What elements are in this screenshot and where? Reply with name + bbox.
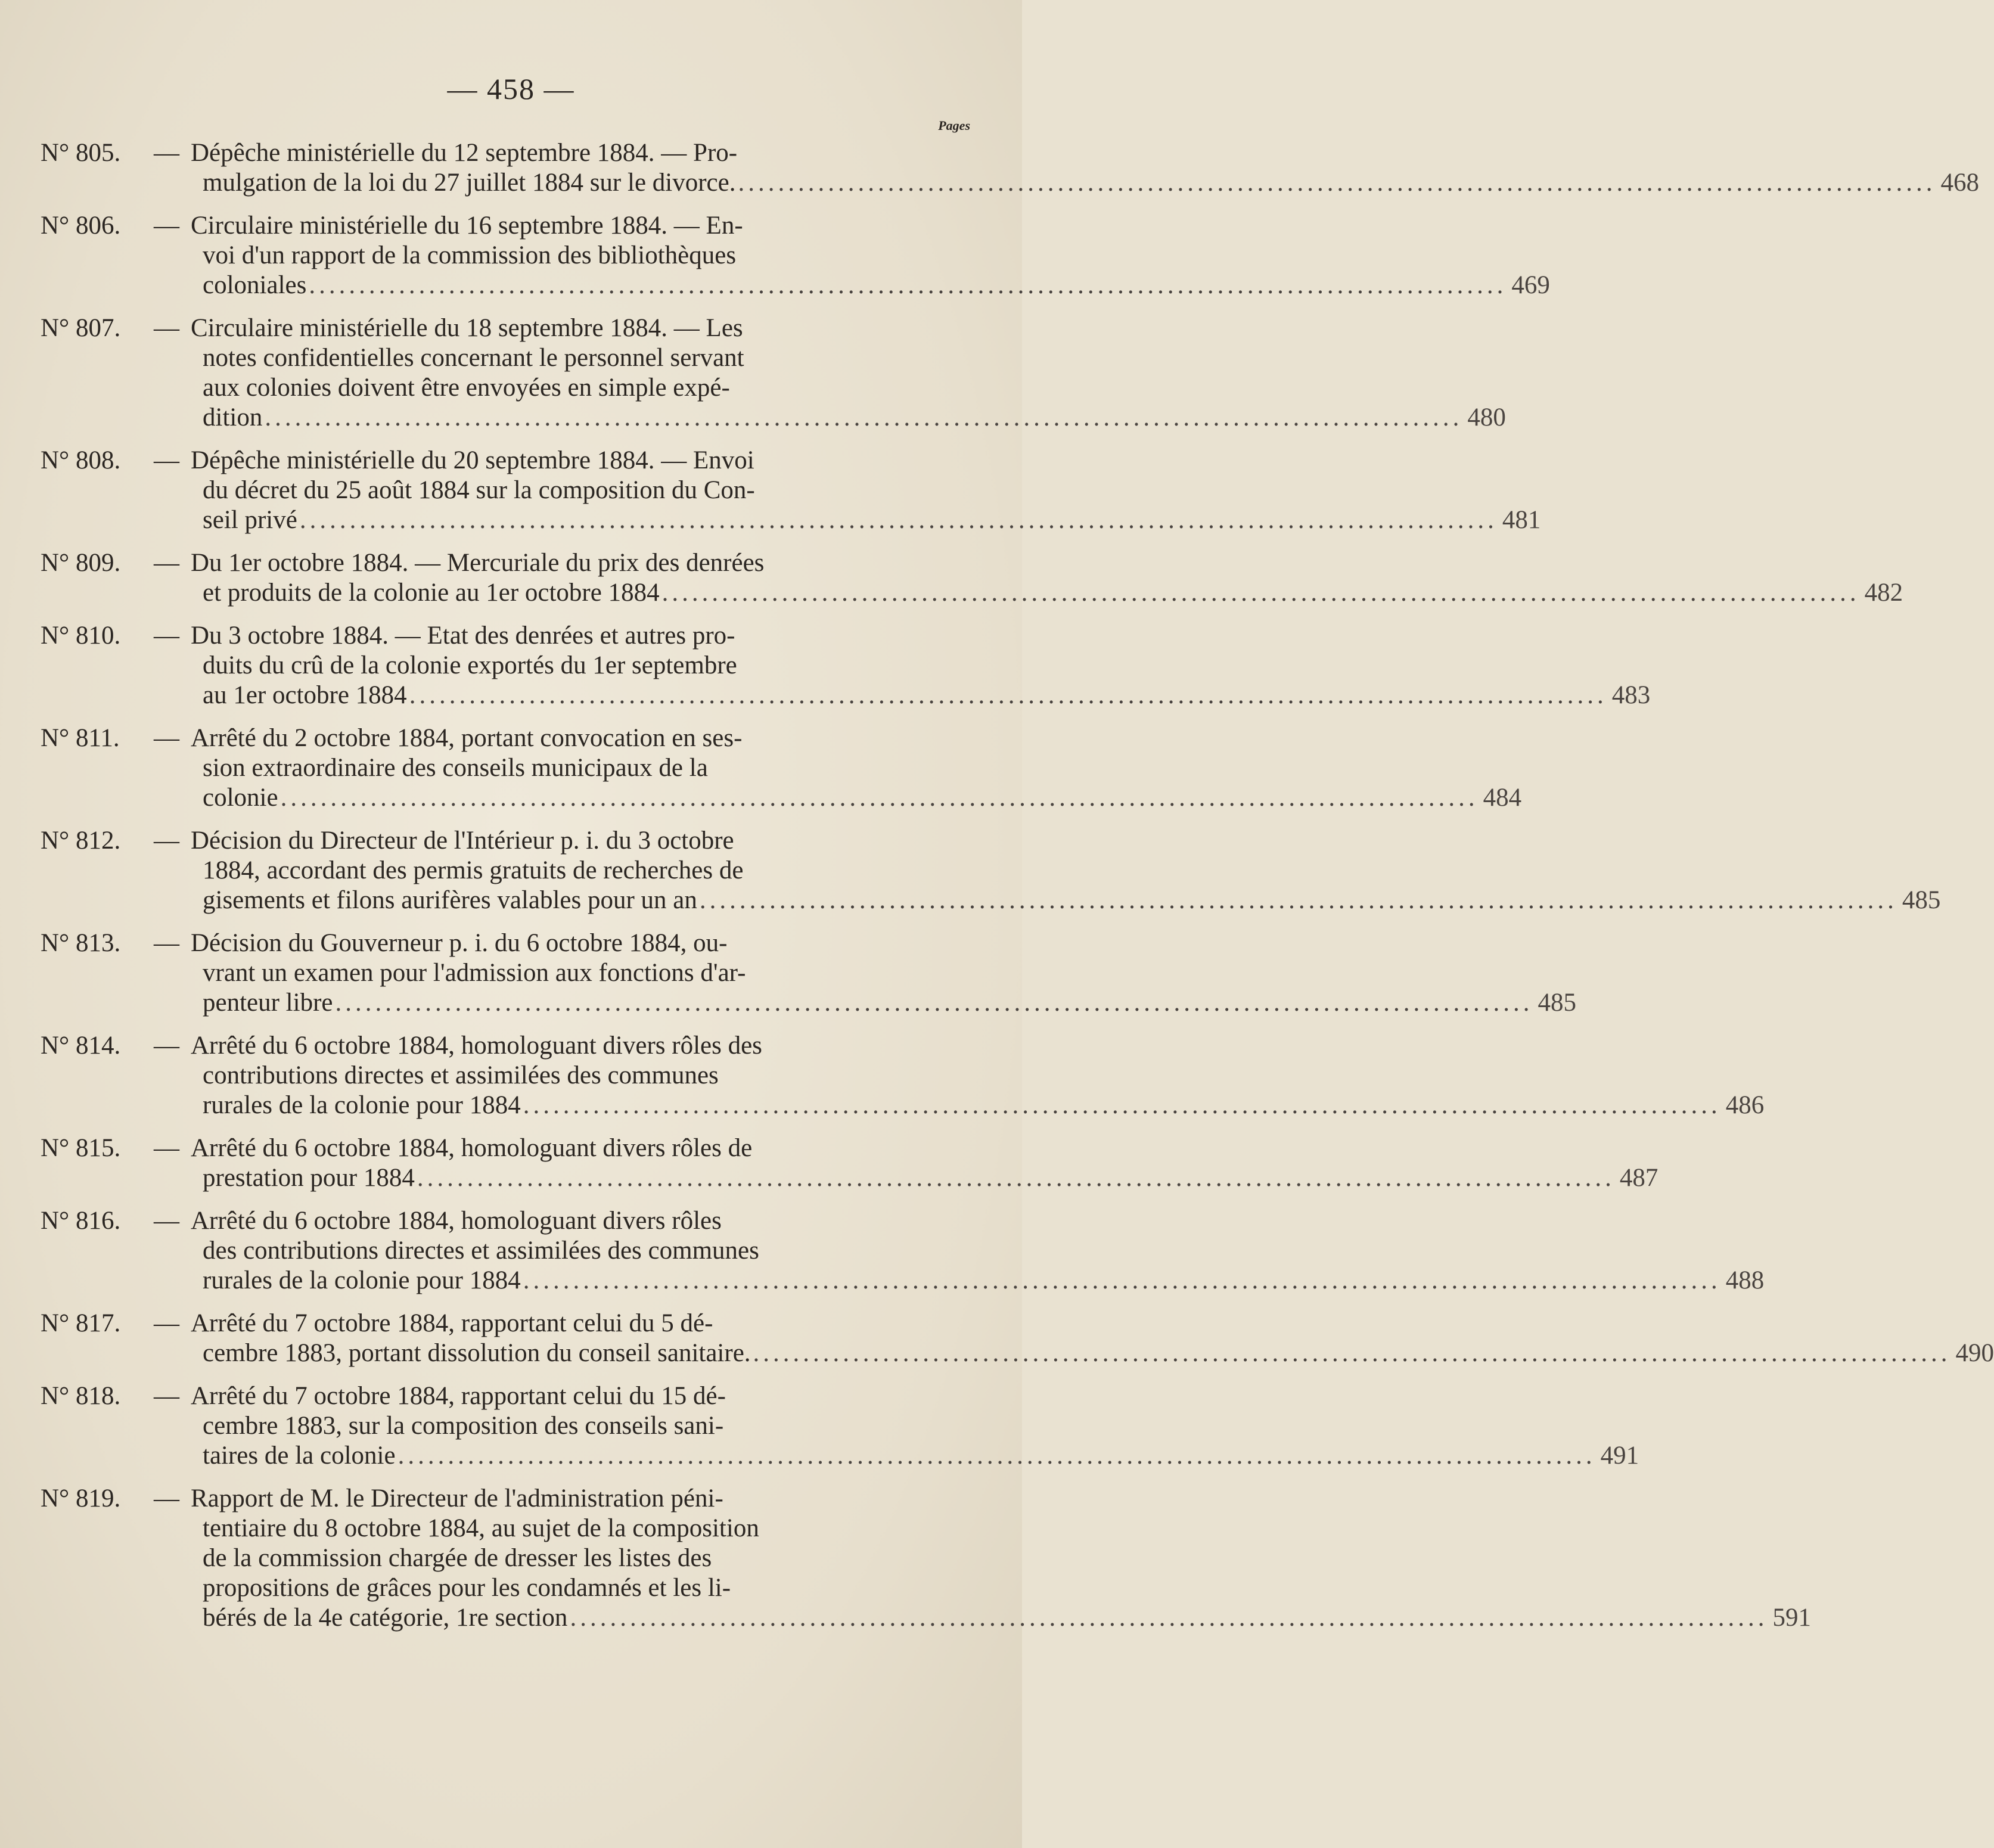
entry-dash: — — [154, 1382, 179, 1410]
entry-number: N° 817. — [41, 1309, 121, 1337]
dot-leader: ........................................................................................................................ — [397, 1442, 1596, 1470]
dot-leader: ........................................................................................................................ — [417, 1164, 1615, 1192]
entry-line: propositions de grâces pour les condamnés et les li- — [203, 1574, 731, 1602]
entry-line: tentiaire du 8 octobre 1884, au sujet de la composition — [203, 1514, 759, 1542]
page-reference: 488 — [1725, 1266, 1765, 1294]
list-item — [41, 1031, 1765, 1120]
dot-leader: ........................................................................................................................ — [265, 403, 1463, 431]
entry-dash: — — [154, 622, 179, 650]
dot-leader: ........................................................................................................................ — [280, 784, 1479, 812]
entry-last-line — [194, 1266, 1765, 1296]
entry-line: et produits de la colonie au 1er octobre 1884 — [203, 579, 660, 607]
list-item — [41, 1484, 1811, 1633]
list-item — [41, 211, 1550, 300]
entry-last-line — [194, 271, 1550, 300]
entry-last-line — [194, 886, 1941, 915]
page-reference: 486 — [1725, 1091, 1765, 1119]
dot-leader: ........................................................................................................................ — [335, 989, 1533, 1017]
entry-line: Arrêté du 2 octobre 1884, portant convocation en ses- — [191, 724, 743, 752]
dot-leader: ........................................................................................................................ — [570, 1604, 1768, 1632]
entry-line: notes confidentielles concernant le personnel servant — [203, 344, 744, 372]
entry-line: de la commission chargée de dresser les listes des — [203, 1544, 712, 1572]
entry-dash: — — [154, 1032, 179, 1060]
entry-dash: — — [154, 549, 179, 577]
list-item — [41, 1381, 1639, 1471]
entry-last-line — [194, 578, 1903, 608]
dot-leader: ........................................................................................................................ — [738, 169, 1936, 197]
entry-number: N° 810. — [41, 622, 121, 650]
list-item — [41, 1133, 1658, 1193]
entry-last-line — [194, 403, 1506, 433]
entry-description — [191, 723, 1522, 813]
entry-line: coloniales — [203, 271, 307, 299]
entry-description — [191, 211, 1550, 300]
page-reference: 481 — [1502, 506, 1541, 534]
entry-line: colonie — [203, 784, 278, 812]
entry-dash: — — [154, 446, 179, 474]
entry-line: Décision du Directeur de l'Intérieur p. i. du 3 octobre — [191, 827, 734, 855]
entry-description — [191, 138, 1979, 198]
entry-line: seil privé — [203, 506, 297, 534]
entry-line: vrant un examen pour l'admission aux fonctions d'ar- — [203, 959, 746, 987]
entry-dash: — — [154, 1309, 179, 1337]
entry-dash: — — [154, 1484, 179, 1512]
entry-number: N° 814. — [41, 1032, 121, 1060]
pages-column-header: Pages — [938, 118, 970, 133]
entry-number: N° 816. — [41, 1207, 121, 1235]
list-item — [41, 928, 1576, 1018]
page-reference: 491 — [1600, 1442, 1639, 1470]
entry-line: Dépêche ministérielle du 12 septembre 1884. — Pro- — [191, 139, 738, 167]
entry-line: gisements et filons aurifères valables pour un an — [203, 886, 697, 914]
entry-line: Arrêté du 7 octobre 1884, rapportant celui du 5 dé- — [191, 1309, 713, 1337]
entry-dash: — — [154, 1207, 179, 1235]
entry-number: N° 806. — [41, 212, 121, 240]
entry-description — [191, 621, 1651, 710]
dot-leader: ........................................................................................................................ — [299, 506, 1498, 534]
list-item — [41, 138, 1979, 198]
entry-description — [191, 1031, 1765, 1120]
entry-line: rurales de la colonie pour 1884 — [203, 1266, 521, 1294]
entry-description — [191, 1133, 1658, 1193]
entry-dash: — — [154, 724, 179, 752]
page-reference: 485 — [1538, 989, 1576, 1017]
dot-leader: ........................................................................................................................ — [309, 271, 1507, 299]
entry-line: sion extraordinaire des conseils municipaux de la — [203, 754, 708, 782]
entry-number: N° 807. — [41, 314, 121, 342]
entries-list — [41, 138, 1994, 1646]
page-reference: 469 — [1511, 271, 1550, 299]
entry-line: du décret du 25 août 1884 sur la composition du Con- — [203, 476, 755, 504]
page-reference: 487 — [1619, 1164, 1658, 1192]
entry-number: N° 805. — [41, 139, 121, 167]
entry-description — [191, 1484, 1811, 1633]
entry-line: mulgation de la loi du 27 juillet 1884 sur le divorce. — [203, 169, 736, 197]
list-item — [41, 1309, 1994, 1368]
page-reference: 480 — [1467, 403, 1506, 431]
entry-last-line — [194, 1091, 1765, 1120]
entry-dash: — — [154, 1134, 179, 1162]
entry-line: voi d'un rapport de la commission des bibliothèques — [203, 241, 737, 269]
page-reference: 484 — [1483, 784, 1522, 812]
dot-leader: ........................................................................................................................ — [661, 579, 1860, 607]
entry-line: cembre 1883, sur la composition des conseils sani- — [203, 1412, 724, 1440]
list-item — [41, 313, 1506, 433]
dot-leader: ........................................................................................................................ — [523, 1091, 1721, 1119]
entry-dash: — — [154, 314, 179, 342]
list-item — [41, 548, 1903, 608]
entry-line: Du 1er octobre 1884. — Mercuriale du prix des denrées — [191, 549, 765, 577]
entry-line: au 1er octobre 1884 — [203, 681, 407, 709]
entry-description — [191, 1381, 1639, 1471]
entry-last-line — [194, 505, 1541, 535]
entry-line: duits du crû de la colonie exportés du 1er septembre — [203, 651, 737, 679]
list-item — [41, 826, 1941, 915]
entry-line: penteur libre — [203, 989, 333, 1017]
entry-last-line — [194, 1441, 1639, 1471]
list-item — [41, 446, 1541, 535]
entry-line: taires de la colonie — [203, 1442, 396, 1470]
entry-number: N° 819. — [41, 1484, 121, 1512]
dot-leader: ........................................................................................................................ — [409, 681, 1607, 709]
entry-description — [191, 1309, 1994, 1368]
page-reference: 591 — [1772, 1604, 1811, 1632]
entry-line: Du 3 octobre 1884. — Etat des denrées et autres pro- — [191, 622, 735, 650]
entry-description — [191, 446, 1541, 535]
page-reference: 485 — [1902, 886, 1941, 914]
entry-line: Arrêté du 6 octobre 1884, homologuant divers rôles — [191, 1207, 722, 1235]
entry-line: Arrêté du 6 octobre 1884, homologuant divers rôles des — [191, 1032, 762, 1060]
entry-line: des contributions directes et assimilées des communes — [203, 1237, 759, 1265]
entry-line: bérés de la 4e catégorie, 1re section — [203, 1604, 568, 1632]
entry-last-line — [194, 988, 1576, 1018]
entry-line: contributions directes et assimilées des communes — [203, 1061, 719, 1089]
entry-line: aux colonies doivent être envoyées en simple expé- — [203, 374, 730, 402]
entry-number: N° 813. — [41, 929, 121, 957]
entry-last-line — [194, 1603, 1811, 1633]
entry-line: Rapport de M. le Directeur de l'administration péni- — [191, 1484, 723, 1512]
entry-description — [191, 826, 1941, 915]
entry-dash: — — [154, 929, 179, 957]
entry-last-line — [194, 783, 1522, 813]
page-reference: 482 — [1864, 579, 1903, 607]
entry-description — [191, 313, 1506, 433]
entry-line: dition — [203, 403, 263, 431]
entry-last-line — [194, 168, 1979, 198]
entry-last-line — [194, 1163, 1658, 1193]
list-item — [41, 621, 1651, 710]
entry-last-line — [194, 1338, 1994, 1368]
dot-leader: ........................................................................................................................ — [699, 886, 1897, 914]
entry-description — [191, 1206, 1765, 1296]
list-item — [41, 1206, 1765, 1296]
entry-dash: — — [154, 139, 179, 167]
entry-line: 1884, accordant des permis gratuits de recherches de — [203, 856, 744, 884]
entry-line: cembre 1883, portant dissolution du conseil sanitaire. — [203, 1339, 751, 1367]
entry-number: N° 811. — [41, 724, 120, 752]
entry-description — [191, 548, 1903, 608]
entry-line: Décision du Gouverneur p. i. du 6 octobre 1884, ou- — [191, 929, 728, 957]
entry-number: N° 808. — [41, 446, 121, 474]
page-number: — 458 — — [447, 72, 575, 105]
entry-last-line — [194, 681, 1651, 710]
page-reference: 490 — [1955, 1339, 1994, 1367]
entry-number: N° 809. — [41, 549, 121, 577]
page-reference: 483 — [1611, 681, 1651, 709]
page-reference: 468 — [1940, 169, 1979, 197]
entry-description — [191, 928, 1576, 1018]
entry-line: Arrêté du 6 octobre 1884, homologuant divers rôles de — [191, 1134, 753, 1162]
entry-line: Dépêche ministérielle du 20 septembre 1884. — Envoi — [191, 446, 754, 474]
entry-dash: — — [154, 827, 179, 855]
entry-line: Arrêté du 7 octobre 1884, rapportant celui du 15 dé- — [191, 1382, 726, 1410]
dot-leader: ........................................................................................................................ — [523, 1266, 1721, 1294]
entry-line: prestation pour 1884 — [203, 1164, 415, 1192]
entry-dash: — — [154, 212, 179, 240]
entry-line: rurales de la colonie pour 1884 — [203, 1091, 521, 1119]
entry-number: N° 812. — [41, 827, 121, 855]
entry-number: N° 818. — [41, 1382, 121, 1410]
list-item — [41, 723, 1522, 813]
entry-number: N° 815. — [41, 1134, 121, 1162]
entry-line: Circulaire ministérielle du 16 septembre 1884. — En- — [191, 212, 743, 240]
entry-line: Circulaire ministérielle du 18 septembre 1884. — Les — [191, 314, 743, 342]
dot-leader: ........................................................................................................................ — [753, 1339, 1951, 1367]
